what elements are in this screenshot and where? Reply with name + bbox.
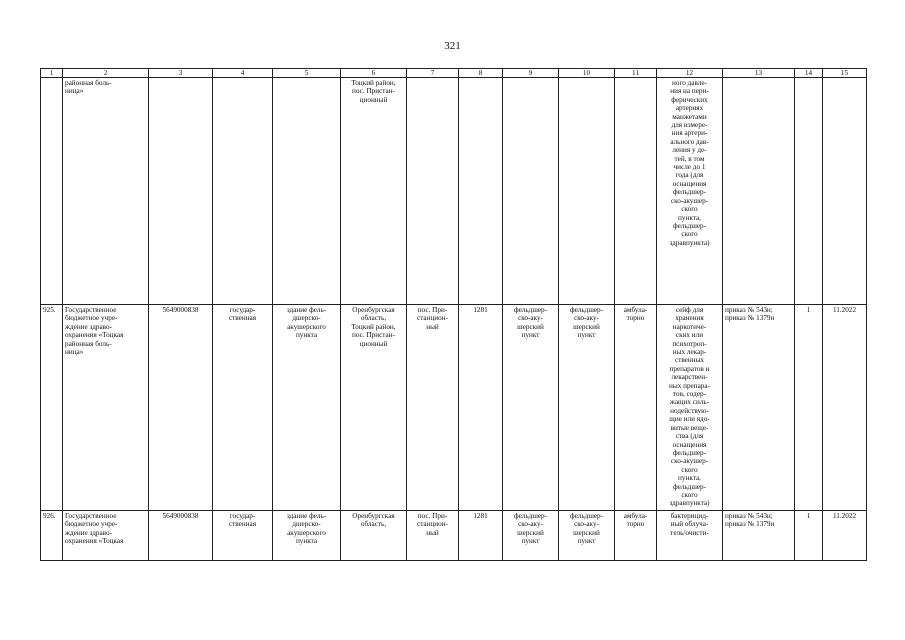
- cell-text-line: приказ № 543н;: [725, 512, 773, 520]
- cell-text-line: шерский: [517, 322, 544, 331]
- cell-text-line: жащих силь-: [669, 398, 710, 407]
- cell-text-line: ального дав-: [670, 137, 709, 146]
- cell-text-line: здание фель-: [286, 306, 327, 314]
- table-cell: [657, 78, 723, 305]
- cell-text-line: приказ № 1379н: [725, 520, 775, 529]
- cell-text-line: охранения «Тоцкая: [65, 537, 124, 546]
- cell-text-line: районная боль-: [65, 79, 112, 87]
- table-cell: [657, 305, 723, 511]
- cell-text-line: бюджетное учре-: [65, 314, 118, 323]
- header-cell: 3: [149, 69, 213, 78]
- cell-text-line: торно: [626, 520, 645, 529]
- cell-text-line: фельдшер-: [569, 512, 604, 520]
- header-cell: 15: [823, 69, 867, 78]
- table-cell: [41, 78, 63, 305]
- cell-text-line: для измере-: [671, 121, 708, 130]
- table-cell: [149, 305, 213, 511]
- header-cell: 12: [657, 69, 723, 78]
- table-row: [41, 305, 867, 511]
- header-cell: 1: [41, 69, 63, 78]
- table-cell: [459, 305, 503, 511]
- cell-text-line: ско-аку-: [574, 520, 599, 529]
- cell-text-line: тов, содер-: [672, 390, 707, 399]
- cell-text-line: станцион-: [417, 314, 448, 323]
- cell-text-line: манжетами: [672, 112, 707, 121]
- header-cell: 4: [213, 69, 273, 78]
- table-cell: [149, 511, 213, 561]
- cell-text-line: фельдшер-: [513, 512, 548, 520]
- cell-text-line: пункт: [521, 331, 540, 340]
- cell-text-line: ско-акушер-: [670, 457, 709, 466]
- cell-text-line: дшерско-: [292, 314, 321, 323]
- table-cell: [213, 511, 273, 561]
- cell-text-line: торно: [626, 314, 645, 323]
- cell-text-line: 1281: [473, 512, 488, 520]
- cell-text-line: нодействую-: [670, 406, 709, 415]
- header-row: [41, 69, 867, 78]
- cell-text-line: ских или: [675, 331, 704, 340]
- table-cell: [273, 305, 341, 511]
- table-cell: [559, 511, 615, 561]
- cell-text-line: ского: [681, 230, 698, 239]
- table-cell: [459, 511, 503, 561]
- cell-text-line: районная боль-: [65, 339, 112, 348]
- cell-text-line: психотроп-: [672, 339, 707, 348]
- cell-text-line: пункта: [295, 537, 318, 546]
- header-cell: 8: [459, 69, 503, 78]
- cell-text-line: амбула-: [623, 512, 648, 520]
- cell-text-line: ственная: [228, 520, 257, 529]
- cell-text-line: амбула-: [623, 306, 648, 314]
- cell-text-line: фельдшер-: [569, 306, 604, 314]
- cell-text-line: ционный: [359, 95, 388, 104]
- cell-text-line: препаратов и: [669, 364, 710, 373]
- cell-text-line: сейф для: [675, 306, 704, 314]
- cell-text-line: фельдшер-: [672, 482, 707, 491]
- table-cell: [63, 305, 149, 511]
- cell-text-line: пункта,: [678, 474, 701, 483]
- cell-text-line: фельдшер-: [672, 221, 707, 230]
- cell-text-line: ница»: [65, 87, 84, 96]
- cell-text-line: ница»: [65, 348, 84, 357]
- cell-text-line: ных лекар-: [672, 348, 707, 357]
- cell-text-line: Государственное: [65, 306, 117, 314]
- cell-text-line: шерский: [573, 322, 600, 331]
- cell-text-line: приказ № 1379н: [725, 314, 775, 323]
- cell-text-line: ско-аку-: [518, 520, 543, 529]
- registry-table: [40, 68, 867, 561]
- cell-text-line: 5649000838: [162, 512, 199, 520]
- cell-text-line: лекарствен-: [671, 373, 708, 382]
- cell-text-line: щие или ядо-: [669, 415, 710, 424]
- table-cell: [341, 78, 407, 305]
- cell-text-line: оснащения: [672, 440, 707, 449]
- cell-text-line: 11.2022: [832, 306, 857, 314]
- table-cell: [407, 511, 459, 561]
- cell-text-line: ско-аку-: [518, 314, 543, 323]
- table-cell: [723, 78, 795, 305]
- table-cell: [63, 78, 149, 305]
- cell-text-line: пункт: [577, 331, 596, 340]
- table-cell: [615, 78, 657, 305]
- cell-text-line: тей, в том: [674, 154, 705, 163]
- cell-text-line: ждение здраво-: [65, 528, 112, 537]
- cell-text-line: ского: [681, 205, 698, 214]
- header-cell: 13: [723, 69, 795, 78]
- cell-text-line: пункт: [521, 537, 540, 546]
- table-cell: [559, 78, 615, 305]
- table-cell: [559, 305, 615, 511]
- table-row: [41, 511, 867, 561]
- cell-text-line: 5649000838: [162, 306, 199, 314]
- table-cell: [407, 305, 459, 511]
- cell-text-line: Оренбургская: [352, 306, 395, 314]
- header-cell: 2: [63, 69, 149, 78]
- cell-text-line: бюджетное учре-: [65, 520, 118, 529]
- table-cell: [273, 78, 341, 305]
- cell-text-line: ско-аку-: [574, 314, 599, 323]
- table-cell: [823, 305, 867, 511]
- cell-text-line: тель/очисти-: [670, 528, 709, 537]
- cell-text-line: витые веще-: [670, 423, 709, 432]
- header-cell: 14: [795, 69, 823, 78]
- cell-text-line: 1: [806, 306, 811, 314]
- table-cell: [503, 511, 559, 561]
- cell-text-line: ный облуча-: [670, 520, 709, 529]
- cell-text-line: бактерицид-: [670, 512, 709, 520]
- table-cell: [503, 78, 559, 305]
- cell-text-line: ского: [681, 465, 698, 474]
- cell-text-line: здание фель-: [286, 512, 327, 520]
- cell-text-line: охранения «Тоцкая: [65, 331, 124, 340]
- cell-text-line: 11.2022: [832, 512, 857, 520]
- table-cell: [41, 305, 63, 511]
- table-cell: [273, 511, 341, 561]
- cell-text-line: года (для: [675, 171, 704, 180]
- cell-text-line: ственная: [228, 314, 257, 323]
- header-cell: 7: [407, 69, 459, 78]
- table-cell: [459, 78, 503, 305]
- cell-text-line: ных препара-: [669, 381, 710, 390]
- cell-text-line: ления у де-: [672, 146, 707, 155]
- table-cell: [795, 511, 823, 561]
- cell-text-line: ственных: [675, 356, 704, 365]
- table-cell: [795, 305, 823, 511]
- table-cell: [503, 305, 559, 511]
- cell-text-line: ный: [426, 322, 439, 331]
- cell-text-line: числе до 1: [673, 163, 706, 172]
- cell-text-line: ферических: [671, 95, 708, 104]
- cell-text-line: пос. При-: [417, 512, 448, 520]
- cell-text-line: хранения: [675, 314, 704, 323]
- header-cell: 6: [341, 69, 407, 78]
- header-cell: 9: [503, 69, 559, 78]
- cell-text-line: шерский: [517, 528, 544, 537]
- cell-text-line: фельдшер-: [672, 188, 707, 197]
- cell-text-line: здравпункта): [669, 499, 710, 508]
- cell-text-line: дшерско-: [292, 520, 321, 529]
- cell-text-line: 925.: [43, 306, 56, 314]
- cell-text-line: приказ № 543н;: [725, 306, 773, 314]
- cell-text-line: область,: [360, 314, 387, 323]
- cell-text-line: ния на пери-: [670, 87, 709, 96]
- header-cell: 5: [273, 69, 341, 78]
- cell-text-line: шерский: [573, 528, 600, 537]
- cell-text-line: государ-: [229, 306, 256, 314]
- cell-text-line: пункт: [577, 537, 596, 546]
- cell-text-line: Оренбургская: [352, 512, 395, 520]
- table-cell: [63, 511, 149, 561]
- cell-text-line: Тоцкий район,: [351, 322, 396, 331]
- cell-text-line: станцион-: [417, 520, 448, 529]
- page-number: 321: [444, 40, 461, 52]
- table-cell: [341, 511, 407, 561]
- cell-text-line: пункта: [295, 331, 318, 340]
- table-cell: [41, 511, 63, 561]
- cell-text-line: оснащения: [672, 179, 707, 188]
- header-cell: 10: [559, 69, 615, 78]
- cell-text-line: акушерского: [287, 528, 326, 537]
- cell-text-line: здравпункта): [669, 238, 710, 247]
- table-row: [41, 78, 867, 305]
- cell-text-line: артериях: [675, 104, 704, 113]
- table-cell: [723, 511, 795, 561]
- table-cell: [213, 78, 273, 305]
- table-cell: [341, 305, 407, 511]
- table-cell: [615, 305, 657, 511]
- cell-text-line: пос. Пристан-: [352, 331, 395, 340]
- cell-text-line: ный: [426, 528, 439, 537]
- table-cell: [407, 78, 459, 305]
- cell-text-line: наркотиче-: [672, 322, 707, 331]
- table-cell: [615, 511, 657, 561]
- table-cell: [823, 511, 867, 561]
- cell-text-line: ско-акушер-: [670, 196, 709, 205]
- cell-text-line: ционный: [359, 339, 388, 348]
- table-cell: [657, 511, 723, 561]
- cell-text-line: акушерского: [287, 322, 326, 331]
- cell-text-line: Государственное: [65, 512, 117, 520]
- cell-text-line: ждение здраво-: [65, 322, 112, 331]
- cell-text-line: 926.: [43, 512, 56, 520]
- cell-text-line: пос. Пристан-: [352, 87, 395, 96]
- cell-text-line: ства (для: [675, 432, 704, 441]
- cell-text-line: 1281: [473, 306, 488, 314]
- cell-text-line: ния артери-: [671, 129, 708, 138]
- cell-text-line: 1: [806, 512, 811, 520]
- table-cell: [795, 78, 823, 305]
- cell-text-line: ного давле-: [672, 79, 707, 87]
- table-cell: [823, 78, 867, 305]
- cell-text-line: ского: [681, 490, 698, 499]
- cell-text-line: государ-: [229, 512, 256, 520]
- table-cell: [149, 78, 213, 305]
- table-cell: [213, 305, 273, 511]
- cell-text-line: фельдшер-: [672, 448, 707, 457]
- cell-text-line: пункта,: [678, 213, 701, 222]
- cell-text-line: пос. При-: [417, 306, 448, 314]
- cell-text-line: Тоцкий район,: [351, 79, 396, 87]
- cell-text-line: область,: [360, 520, 387, 529]
- cell-text-line: фельдшер-: [513, 306, 548, 314]
- table-cell: [723, 305, 795, 511]
- header-cell: 11: [615, 69, 657, 78]
